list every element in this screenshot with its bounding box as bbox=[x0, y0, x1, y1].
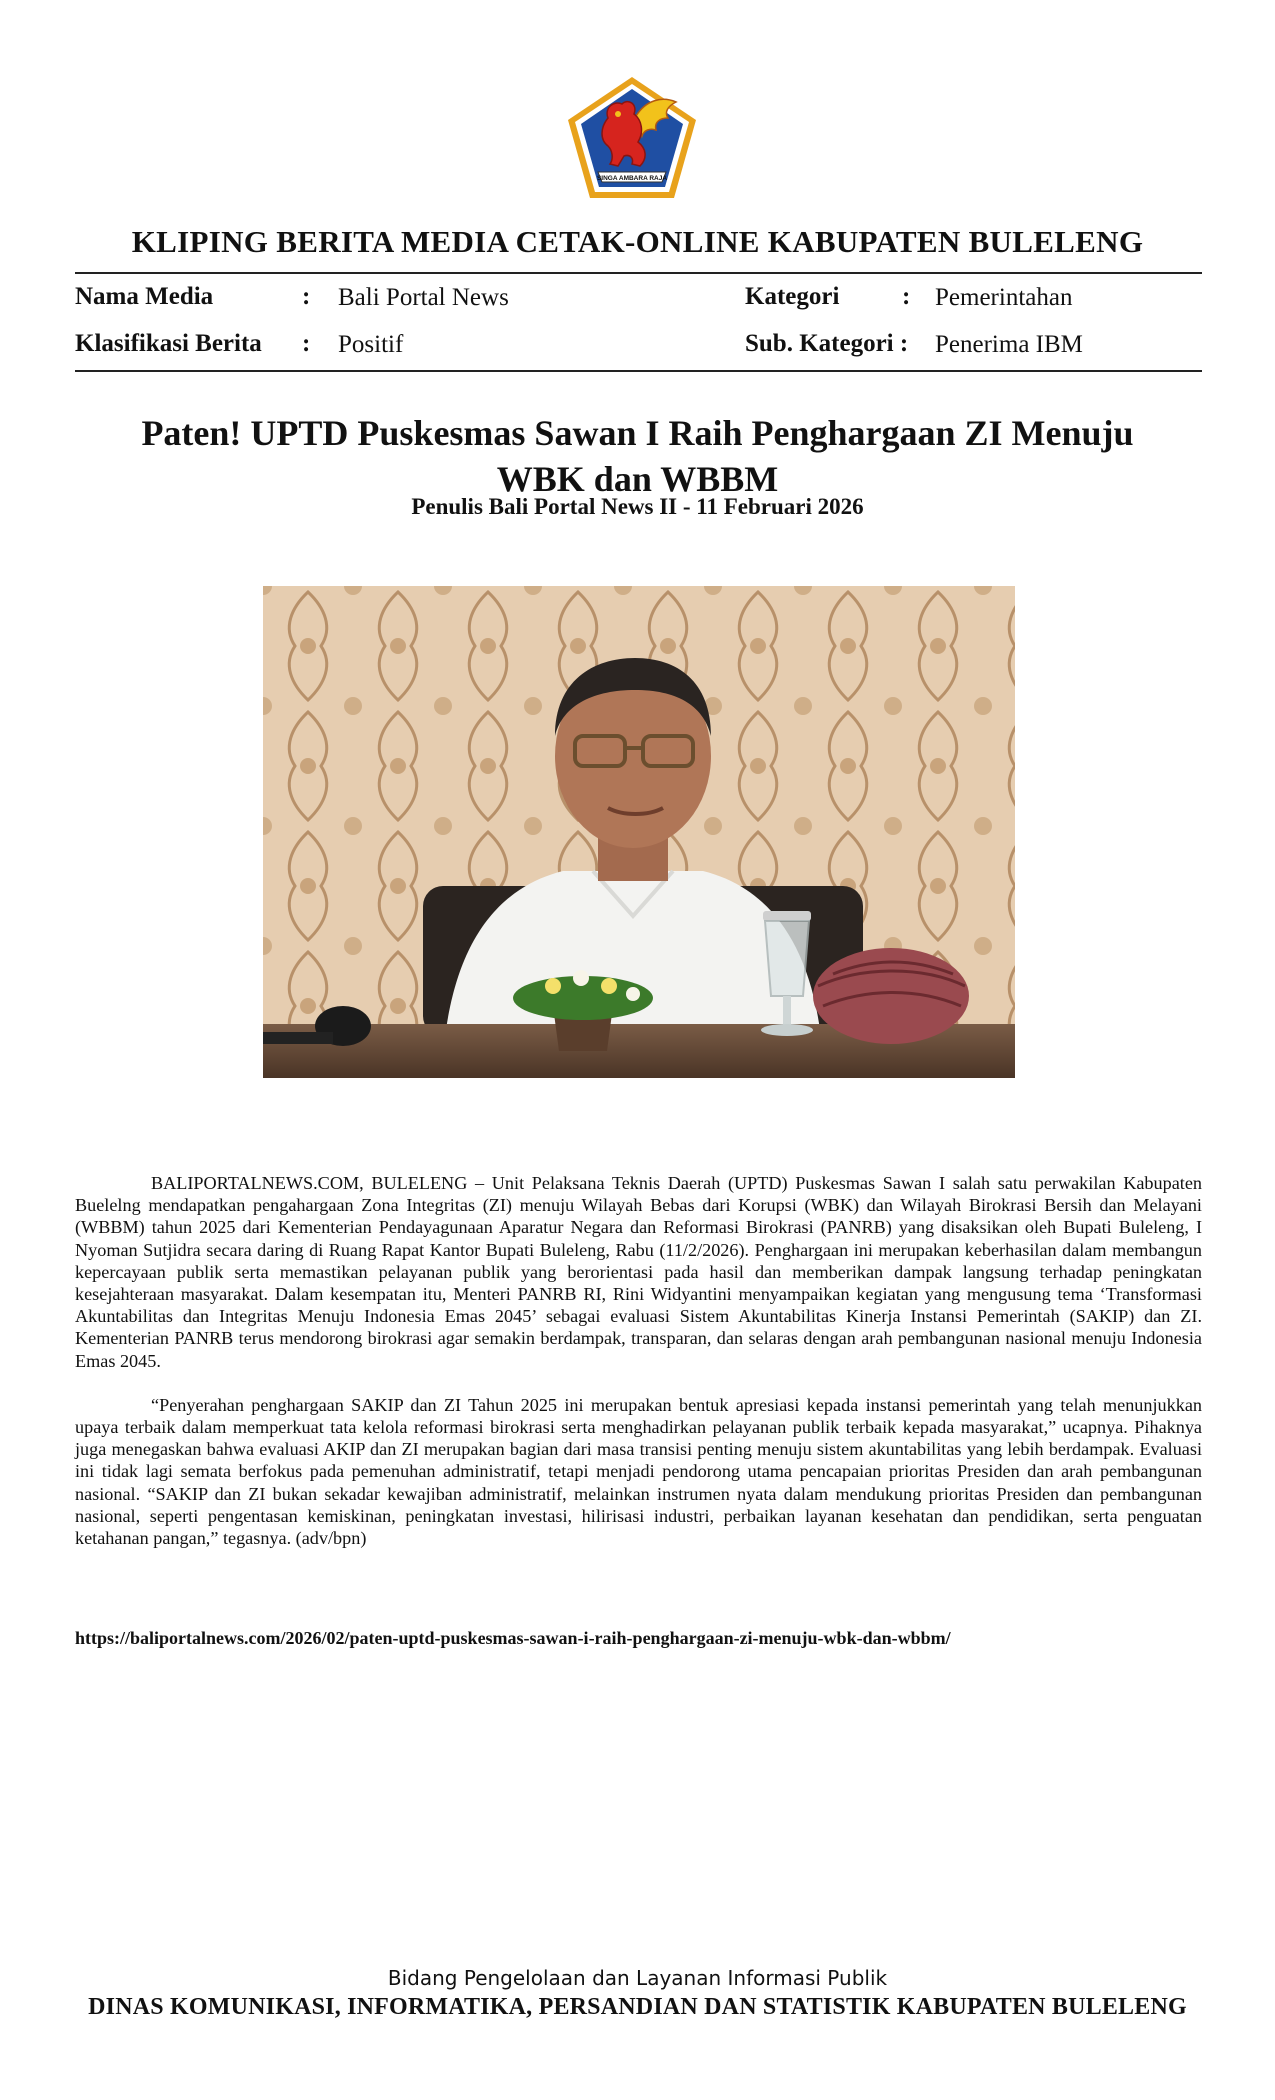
article-title: Paten! UPTD Puskesmas Sawan I Raih Penghargaan ZI Menuju WBK dan WBBM bbox=[141, 413, 1134, 499]
sub-kategori-label: Sub. Kategori : bbox=[745, 330, 909, 357]
buleleng-logo bbox=[564, 74, 700, 202]
article-paragraph-1: BALIPORTALNEWS.COM, BULELENG – Unit Pelaksana Teknis Daerah (UPTD) Puskesmas Sawan I salah satu perwakilan Kabupaten Buelelng mendapatkan pengahargaan Zona Integritas (ZI) menuju Wilayah Bebas dari Korupsi (WBK) dan Wilayah Birokrasi Bersih dan Melayani (WBBM) tahun 2025 dari Kementerian Pendayagunaan Aparatur Negara dan Reformasi Birokrasi (PANRB) yang disaksikan oleh Bupati Buleleng, I Nyoman Sutjidra secara daring di Ruang Rapat Kantor Bupati Buleleng, Rabu (11/2/2026). Penghargaan ini merupakan keberhasilan dalam membangun kepercayaan publik serta memastikan pelayanan publik yang berorientasi pada hasil dan memberikan dampak langsung terhadap peningkatan kesejahteraan masyarakat. Dalam kesempatan itu, Menteri PANRB RI, Rini Widyantini menyampaikan kegiatan yang mengusung tema ‘Transformasi Akuntabilitas dan Integritas Menuju Indonesia Emas 2045’ sebagai evaluasi Sistem Akuntabilitas Kinerja Instansi Pemerintah (SAKIP) dan ZI. Kementerian PANRB terus mendorong birokrasi agar semakin berdampak, transparan, dan selaras dengan arah pembangunan nasional menuju Indonesia Emas 2045. bbox=[75, 1173, 1202, 1371]
klasifikasi-value: Positif bbox=[338, 331, 404, 358]
kategori-label: Kategori bbox=[745, 283, 840, 310]
header-divider-top bbox=[75, 272, 1202, 274]
article-paragraph-2: “Penyerahan penghargaan SAKIP dan ZI Tahun 2025 ini merupakan bentuk apresiasi kepada instansi pemerintah yang telah menunjukkan upaya terbaik dalam memperkuat tata kelola reformasi birokrasi serta menghadirkan pelayanan publik terbaik kepada masyarakat,” ucapnya. Pihaknya juga menegaskan bahwa evaluasi AKIP dan ZI merupakan bagian dari masa transisi penting menuju sistem akuntabilitas yang lebih berdampak. Evaluasi ini tidak lagi semata berfokus pada pemenuhan administratif, tetapi menjadi pendorong utama pencapaian prioritas Presiden dan arah pembangunan nasional. “SAKIP dan ZI bukan sekadar kewajiban administratif, melainkan instrumen nyata dalam mendukung prioritas Presiden dan pembangunan nasional, seperti pengentasan kemiskinan, peningkatan investasi, hilirisasi industri, perbaikan layanan kesehatan dan pendidikan, serta penguatan ketahanan pangan,” tegasnya. (adv/bpn) bbox=[75, 1394, 1202, 1549]
article-body bbox=[75, 1172, 1202, 1571]
footer-department: Bidang Pengelolaan dan Layanan Informasi Publik bbox=[387, 1966, 888, 1990]
klasifikasi-separator: : bbox=[302, 330, 311, 357]
logo-motto: SINGA AMBARA RAJA bbox=[596, 175, 668, 182]
singa-ambara-raja-emblem-icon bbox=[564, 74, 700, 202]
article-source-link[interactable]: https://baliportalnews.com/2026/02/paten-uptd-puskesmas-sawan-i-raih-penghargaan-zi-menuju-wbk-dan-wbbm/ bbox=[75, 1628, 951, 1648]
clipping-heading: KLIPING BERITA MEDIA CETAK-ONLINE KABUPATEN BULELENG bbox=[131, 224, 1144, 259]
klasifikasi-label: Klasifikasi Berita bbox=[75, 330, 262, 357]
header-divider-bottom bbox=[75, 370, 1202, 372]
article-byline: Penulis Bali Portal News II - 11 Februari 2026 bbox=[411, 494, 864, 519]
kategori-separator: : bbox=[902, 283, 911, 310]
footer-agency: DINAS KOMUNIKASI, INFORMATIKA, PERSANDIAN DAN STATISTIK KABUPATEN BULELENG bbox=[88, 1994, 1187, 2020]
news-photo-icon bbox=[263, 586, 1015, 1078]
kategori-value: Pemerintahan bbox=[935, 284, 1073, 311]
media-separator: : bbox=[302, 283, 311, 310]
sub-kategori-value: Penerima IBM bbox=[935, 331, 1083, 358]
media-label: Nama Media bbox=[75, 283, 214, 310]
article-photo bbox=[263, 586, 1015, 1078]
media-value: Bali Portal News bbox=[338, 284, 509, 311]
